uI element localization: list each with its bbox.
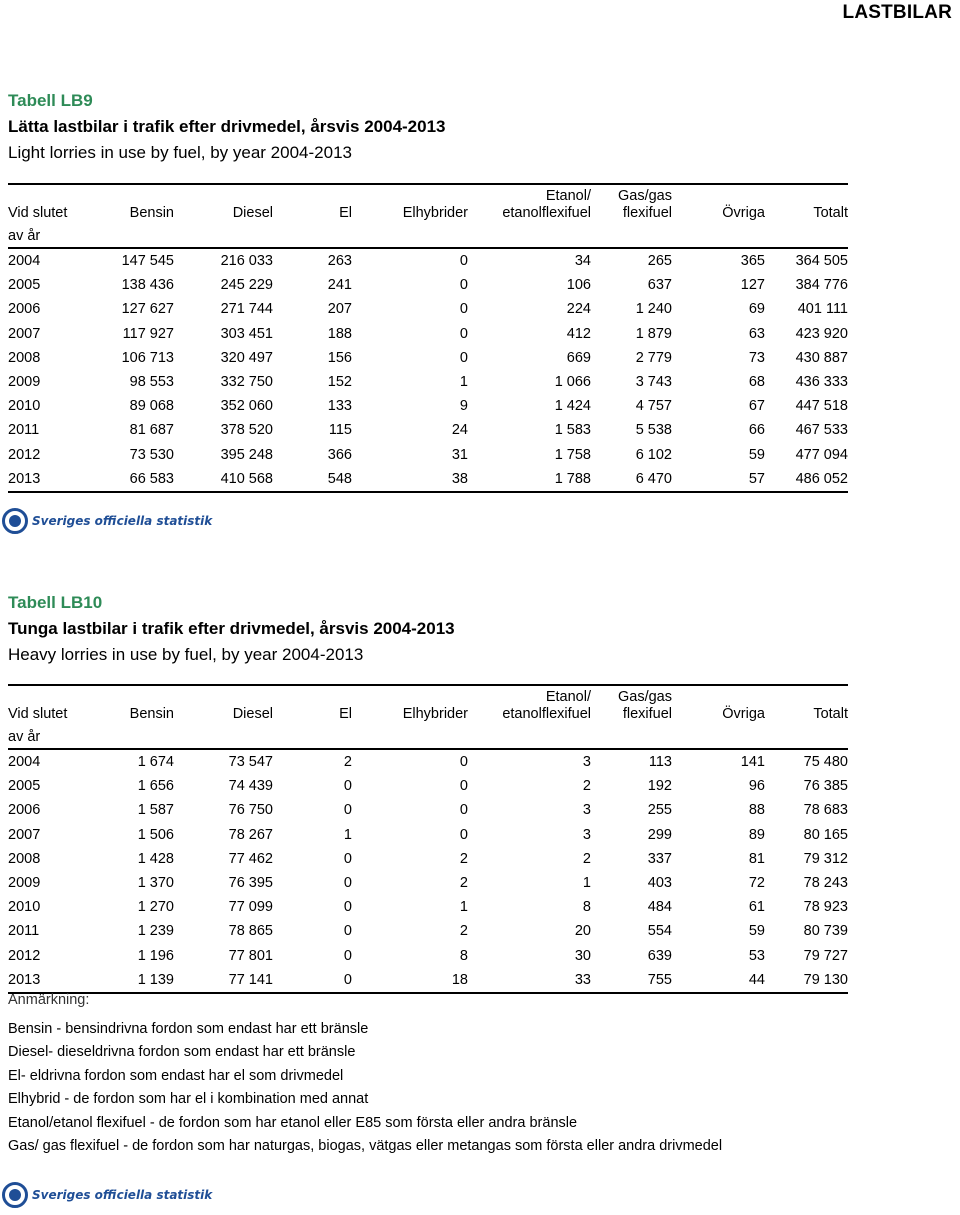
table-cell: 430 887 bbox=[795, 349, 848, 366]
table-row bbox=[8, 871, 848, 895]
table-cell: 59 bbox=[748, 923, 765, 940]
table-cell: 1 196 bbox=[137, 947, 174, 964]
table-cell: 81 bbox=[748, 850, 765, 867]
col-header-totalt: Totalt bbox=[813, 205, 848, 221]
table-cell: 80 165 bbox=[803, 826, 848, 843]
table-cell: 1 066 bbox=[554, 374, 591, 391]
table-cell: 3 bbox=[582, 802, 591, 819]
table-cell: 1 674 bbox=[103, 749, 174, 774]
table-id: Tabell LB9 bbox=[8, 91, 93, 110]
col-header-gas-line1: Gas/gas bbox=[591, 685, 672, 706]
table-cell: 63 bbox=[748, 325, 765, 342]
table-cell: 77 141 bbox=[174, 968, 273, 993]
table-cell: 73 547 bbox=[174, 749, 273, 774]
row-year: 2005 bbox=[8, 277, 41, 294]
sos-logo bbox=[2, 508, 212, 534]
col-header-el: El bbox=[339, 205, 352, 221]
table-cell: 0 bbox=[459, 325, 468, 342]
table-cell: 77 099 bbox=[228, 899, 273, 916]
table-row bbox=[8, 749, 848, 774]
table-cell: 9 bbox=[459, 398, 468, 415]
table-cell: 3 bbox=[582, 826, 591, 843]
table-cell: 38 bbox=[352, 467, 468, 492]
table-cell: 384 776 bbox=[795, 277, 848, 294]
table-cell: 73 bbox=[748, 349, 765, 366]
table-cell: 152 bbox=[327, 374, 352, 391]
col-header-gas-line2: flexifuel bbox=[622, 706, 672, 722]
note-line: Gas/ gas flexifuel - de fordon som har naturgas, biogas, vätgas eller metangas som första eller andra drivmedel bbox=[8, 1138, 723, 1155]
row-year: 2010 bbox=[8, 398, 41, 415]
table-cell: 78 243 bbox=[803, 875, 848, 892]
table-row bbox=[8, 370, 848, 394]
table-cell: 8 bbox=[582, 899, 591, 916]
table-lb10-body bbox=[8, 749, 848, 993]
col-header-el: El bbox=[339, 706, 352, 722]
table-cell: 637 bbox=[647, 277, 672, 294]
table-cell: 192 bbox=[647, 778, 672, 795]
table-cell: 0 bbox=[343, 802, 352, 819]
table-cell: 30 bbox=[574, 947, 591, 964]
table-cell: 96 bbox=[748, 778, 765, 795]
table-cell: 138 436 bbox=[121, 277, 174, 294]
row-year: 2012 bbox=[8, 947, 41, 964]
table-cell: 0 bbox=[352, 749, 468, 774]
sos-logo-icon bbox=[2, 1182, 28, 1208]
table-cell: 337 bbox=[647, 850, 672, 867]
table-cell: 755 bbox=[591, 968, 672, 993]
table-cell: 74 439 bbox=[228, 778, 273, 795]
table-cell: 1 bbox=[459, 374, 468, 391]
table-cell: 241 bbox=[327, 277, 352, 294]
col-header-year-line2: av år bbox=[8, 729, 41, 745]
table-cell: 303 451 bbox=[220, 325, 273, 342]
col-header-etanol-line1: Etanol/ bbox=[468, 685, 591, 706]
table-cell: 352 060 bbox=[220, 398, 273, 415]
table-cell: 147 545 bbox=[103, 248, 174, 273]
table-title-sv: Lätta lastbilar i trafik efter drivmedel, årsvis 2004-2013 bbox=[8, 117, 446, 136]
table-cell: 61 bbox=[748, 899, 765, 916]
table-cell: 410 568 bbox=[174, 467, 273, 492]
note-line: Diesel- dieseldrivna fordon som endast har ett bränsle bbox=[8, 1044, 356, 1061]
table-cell: 78 683 bbox=[803, 802, 848, 819]
table-cell: 76 750 bbox=[228, 802, 273, 819]
table-cell: 1 370 bbox=[137, 875, 174, 892]
col-header-ovriga: Övriga bbox=[722, 205, 765, 221]
table-cell: 1 758 bbox=[554, 446, 591, 463]
table-cell: 1 270 bbox=[137, 899, 174, 916]
table-cell: 0 bbox=[343, 923, 352, 940]
col-header-etanol-line2: etanolflexifuel bbox=[502, 706, 591, 722]
table-cell: 423 920 bbox=[795, 325, 848, 342]
table-cell: 34 bbox=[468, 248, 591, 273]
table-cell: 0 bbox=[459, 301, 468, 318]
table-cell: 1 424 bbox=[554, 398, 591, 415]
table-cell: 3 743 bbox=[635, 374, 672, 391]
table-row bbox=[8, 919, 848, 943]
table-cell: 477 094 bbox=[795, 446, 848, 463]
note-line: El- eldrivna fordon som endast har el som drivmedel bbox=[8, 1067, 344, 1084]
table-cell: 4 757 bbox=[635, 398, 672, 415]
table-cell: 78 865 bbox=[228, 923, 273, 940]
table-cell: 57 bbox=[672, 467, 765, 492]
table-cell: 80 739 bbox=[803, 923, 848, 940]
row-year: 2013 bbox=[8, 968, 103, 993]
table-cell: 263 bbox=[273, 248, 352, 273]
table-cell: 245 229 bbox=[220, 277, 273, 294]
table-cell: 127 bbox=[740, 277, 765, 294]
row-year: 2006 bbox=[8, 301, 41, 318]
table-cell: 188 bbox=[327, 325, 352, 342]
table-cell: 113 bbox=[591, 749, 672, 774]
table-cell: 224 bbox=[566, 301, 591, 318]
sos-logo-footer bbox=[2, 1182, 212, 1208]
row-year: 2007 bbox=[8, 826, 41, 843]
col-header-bensin: Bensin bbox=[129, 706, 174, 722]
table-row bbox=[8, 944, 848, 968]
table-row bbox=[8, 823, 848, 847]
table-row bbox=[8, 774, 848, 798]
table-cell: 554 bbox=[647, 923, 672, 940]
table-cell: 1 bbox=[343, 826, 352, 843]
row-year: 2009 bbox=[8, 374, 41, 391]
col-header-elhybrider: Elhybrider bbox=[402, 205, 468, 221]
table-cell: 117 927 bbox=[122, 325, 174, 342]
row-year: 2013 bbox=[8, 467, 103, 492]
table-cell: 24 bbox=[451, 422, 468, 439]
table-cell: 0 bbox=[459, 802, 468, 819]
table-cell: 484 bbox=[647, 899, 672, 916]
table-cell: 1 428 bbox=[137, 850, 174, 867]
table-cell: 364 505 bbox=[765, 248, 848, 273]
table-cell: 395 248 bbox=[220, 446, 273, 463]
table-row bbox=[8, 798, 848, 822]
notes bbox=[8, 992, 722, 1158]
table-cell: 0 bbox=[273, 968, 352, 993]
table-row bbox=[8, 443, 848, 467]
table-cell: 6 470 bbox=[591, 467, 672, 492]
table-lb9-body bbox=[8, 248, 848, 492]
table-cell: 447 518 bbox=[795, 398, 848, 415]
col-header-etanol-line1: Etanol/ bbox=[468, 184, 591, 205]
table-title-en: Heavy lorries in use by fuel, by year 2004-2013 bbox=[8, 645, 364, 664]
table-cell: 115 bbox=[328, 422, 352, 439]
col-header-bensin: Bensin bbox=[129, 205, 174, 221]
table-cell: 436 333 bbox=[795, 374, 848, 391]
table-cell: 0 bbox=[343, 778, 352, 795]
table-cell: 89 bbox=[748, 826, 765, 843]
table-cell: 271 744 bbox=[220, 301, 273, 318]
table-row bbox=[8, 346, 848, 370]
table-cell: 255 bbox=[647, 802, 672, 819]
table-cell: 1 587 bbox=[137, 802, 174, 819]
table-cell: 548 bbox=[273, 467, 352, 492]
table-cell: 207 bbox=[327, 301, 352, 318]
table-cell: 1 139 bbox=[103, 968, 174, 993]
row-year: 2012 bbox=[8, 446, 41, 463]
table-cell: 2 bbox=[459, 875, 468, 892]
col-header-gas-line1: Gas/gas bbox=[591, 184, 672, 205]
table-cell: 467 533 bbox=[795, 422, 848, 439]
table-cell: 0 bbox=[343, 850, 352, 867]
table-row bbox=[8, 394, 848, 418]
note-line: Etanol/etanol flexifuel - de fordon som har etanol eller E85 som första eller andra bränsle bbox=[8, 1114, 578, 1131]
table-cell: 0 bbox=[343, 875, 352, 892]
row-year: 2011 bbox=[8, 923, 40, 940]
table-row bbox=[8, 895, 848, 919]
col-header-totalt: Totalt bbox=[813, 706, 848, 722]
table-cell: 33 bbox=[468, 968, 591, 993]
table-cell: 1 bbox=[582, 875, 591, 892]
table-cell: 320 497 bbox=[220, 349, 273, 366]
table-cell: 486 052 bbox=[765, 467, 848, 492]
table-cell: 3 bbox=[468, 749, 591, 774]
table-cell: 2 bbox=[273, 749, 352, 774]
table-cell: 2 bbox=[459, 923, 468, 940]
table-cell: 378 520 bbox=[220, 422, 273, 439]
table-cell: 0 bbox=[459, 349, 468, 366]
table-cell: 88 bbox=[748, 802, 765, 819]
table-cell: 639 bbox=[647, 947, 672, 964]
table-cell: 5 538 bbox=[635, 422, 672, 439]
table-cell: 81 687 bbox=[129, 422, 174, 439]
table-cell: 2 bbox=[582, 778, 591, 795]
table-cell: 0 bbox=[343, 947, 352, 964]
table-cell: 1 583 bbox=[554, 422, 591, 439]
notes-heading: Anmärkning: bbox=[8, 992, 90, 1008]
table-cell: 67 bbox=[748, 398, 765, 415]
row-year: 2009 bbox=[8, 875, 41, 892]
note-line: Elhybrid - de fordon som har el i kombination med annat bbox=[8, 1091, 369, 1108]
table-cell: 299 bbox=[647, 826, 672, 843]
table-cell: 6 102 bbox=[635, 446, 672, 463]
table-row bbox=[8, 248, 848, 273]
table-cell: 0 bbox=[459, 277, 468, 294]
table-row bbox=[8, 273, 848, 297]
row-year: 2007 bbox=[8, 325, 41, 342]
page-header: LASTBILAR bbox=[842, 2, 952, 23]
notes-lines bbox=[8, 1018, 722, 1158]
table-cell: 68 bbox=[748, 374, 765, 391]
table-cell: 1 788 bbox=[468, 467, 591, 492]
table-cell: 66 583 bbox=[103, 467, 174, 492]
table-row bbox=[8, 418, 848, 442]
col-header-elhybrider: Elhybrider bbox=[402, 706, 468, 722]
row-year: 2006 bbox=[8, 802, 41, 819]
table-cell: 332 750 bbox=[220, 374, 273, 391]
row-year: 2004 bbox=[8, 248, 103, 273]
col-header-gas-line2: flexifuel bbox=[622, 205, 672, 221]
table-cell: 66 bbox=[748, 422, 765, 439]
table-cell: 365 bbox=[672, 248, 765, 273]
table-cell: 1 879 bbox=[635, 325, 672, 342]
table-cell: 53 bbox=[748, 947, 765, 964]
table-cell: 18 bbox=[352, 968, 468, 993]
table-cell: 669 bbox=[566, 349, 591, 366]
table-cell: 69 bbox=[748, 301, 765, 318]
row-year: 2005 bbox=[8, 778, 41, 795]
row-year: 2011 bbox=[8, 422, 40, 439]
col-header-diesel: Diesel bbox=[232, 205, 273, 221]
table-cell: 31 bbox=[451, 446, 468, 463]
table-cell: 0 bbox=[459, 778, 468, 795]
table-cell: 106 713 bbox=[121, 349, 174, 366]
table-cell: 89 068 bbox=[129, 398, 174, 415]
table-lb9 bbox=[8, 183, 848, 493]
table-cell: 412 bbox=[566, 325, 591, 342]
table-lb10 bbox=[8, 684, 848, 994]
table-cell: 141 bbox=[672, 749, 765, 774]
table-cell: 106 bbox=[566, 277, 591, 294]
table-cell: 0 bbox=[352, 248, 468, 273]
row-year: 2004 bbox=[8, 749, 103, 774]
note-line: Bensin - bensindrivna fordon som endast har ett bränsle bbox=[8, 1021, 369, 1037]
table-cell: 73 530 bbox=[129, 446, 174, 463]
table-cell: 78 267 bbox=[228, 826, 273, 843]
row-year: 2010 bbox=[8, 899, 41, 916]
table-cell: 76 395 bbox=[228, 875, 273, 892]
sos-logo-icon bbox=[2, 508, 28, 534]
table-cell: 1 bbox=[459, 899, 468, 916]
col-header-year-line2: av år bbox=[8, 228, 41, 244]
table-row bbox=[8, 322, 848, 346]
table-cell: 98 553 bbox=[129, 374, 174, 391]
table-cell: 59 bbox=[748, 446, 765, 463]
col-header-ovriga: Övriga bbox=[722, 706, 765, 722]
table-row bbox=[8, 467, 848, 492]
table-cell: 44 bbox=[672, 968, 765, 993]
table-cell: 401 111 bbox=[797, 301, 848, 318]
sos-logo-text: Sveriges officiella statistik bbox=[32, 514, 213, 528]
table-cell: 2 bbox=[459, 850, 468, 867]
sos-logo-text: Sveriges officiella statistik bbox=[32, 1188, 213, 1202]
table-cell: 1 506 bbox=[137, 826, 174, 843]
table-cell: 77 462 bbox=[228, 850, 273, 867]
table-cell: 76 385 bbox=[803, 778, 848, 795]
table-cell: 216 033 bbox=[174, 248, 273, 273]
table-cell: 403 bbox=[647, 875, 672, 892]
row-year: 2008 bbox=[8, 850, 41, 867]
table-cell: 20 bbox=[574, 923, 591, 940]
table-cell: 77 801 bbox=[228, 947, 273, 964]
table-cell: 265 bbox=[591, 248, 672, 273]
table-cell: 127 627 bbox=[121, 301, 174, 318]
table-row bbox=[8, 847, 848, 871]
col-header-diesel: Diesel bbox=[232, 706, 273, 722]
table-cell: 72 bbox=[748, 875, 765, 892]
table-cell: 75 480 bbox=[765, 749, 848, 774]
table-cell: 156 bbox=[327, 349, 352, 366]
table-cell: 0 bbox=[459, 826, 468, 843]
table-lb9-section bbox=[8, 90, 848, 164]
table-cell: 2 bbox=[582, 850, 591, 867]
table-row bbox=[8, 297, 848, 321]
table-cell: 79 312 bbox=[803, 850, 848, 867]
table-cell: 133 bbox=[327, 398, 352, 415]
table-title-sv: Tunga lastbilar i trafik efter drivmedel, årsvis 2004-2013 bbox=[8, 619, 455, 638]
row-year: 2008 bbox=[8, 349, 41, 366]
table-title-en: Light lorries in use by fuel, by year 2004-2013 bbox=[8, 143, 352, 162]
table-cell: 78 923 bbox=[803, 899, 848, 916]
table-cell: 1 240 bbox=[635, 301, 672, 318]
table-cell: 0 bbox=[343, 899, 352, 916]
table-cell: 366 bbox=[327, 446, 352, 463]
table-row bbox=[8, 968, 848, 993]
col-header-etanol-line2: etanolflexifuel bbox=[502, 205, 591, 221]
table-cell: 8 bbox=[459, 947, 468, 964]
table-cell: 2 779 bbox=[635, 349, 672, 366]
col-header-year-line1: Vid slutet bbox=[8, 205, 68, 221]
table-lb10-section bbox=[8, 592, 848, 666]
table-cell: 1 239 bbox=[137, 923, 174, 940]
table-cell: 79 727 bbox=[803, 947, 848, 964]
col-header-year-line1: Vid slutet bbox=[8, 706, 68, 722]
table-id: Tabell LB10 bbox=[8, 593, 103, 612]
table-cell: 1 656 bbox=[137, 778, 174, 795]
table-cell: 79 130 bbox=[765, 968, 848, 993]
